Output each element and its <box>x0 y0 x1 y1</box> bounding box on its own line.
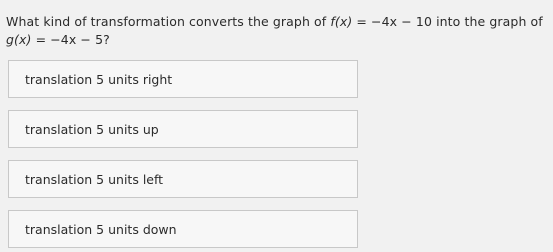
answer-option-label: translation 5 units up <box>25 121 159 137</box>
question-middle: into the graph of <box>432 14 543 29</box>
g-function-rhs: = −4x − 5 <box>31 32 104 47</box>
f-function-rhs: = −4x − 10 <box>352 14 432 29</box>
answer-option-label: translation 5 units left <box>25 171 164 187</box>
g-function-name: g(x) <box>6 32 32 47</box>
question-prefix: What kind of transformation converts the graph of <box>6 14 331 29</box>
answer-option-down[interactable] <box>8 210 358 248</box>
question-text <box>6 13 551 49</box>
answer-option-up[interactable] <box>8 110 358 148</box>
question-suffix: ? <box>103 32 110 47</box>
answer-options <box>8 60 358 248</box>
answer-option-label: translation 5 units down <box>25 221 177 237</box>
answer-option-left[interactable] <box>8 160 358 198</box>
f-function-name: f(x) <box>330 14 353 29</box>
answer-option-label: translation 5 units right <box>25 71 173 87</box>
answer-option-right[interactable] <box>8 60 358 98</box>
